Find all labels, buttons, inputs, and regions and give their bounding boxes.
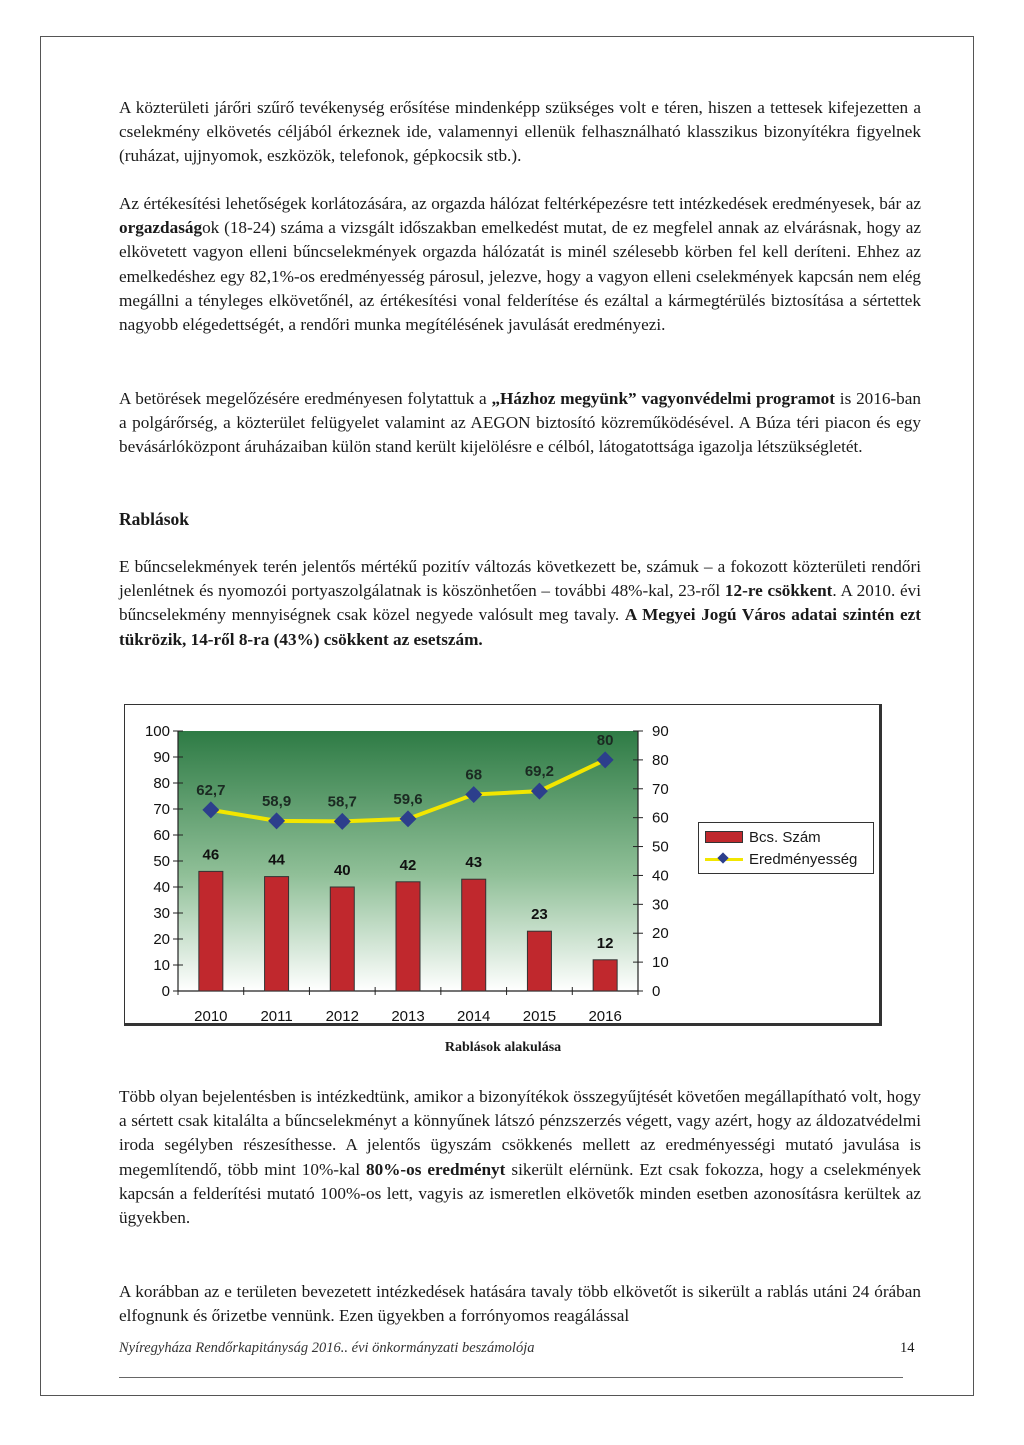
legend-bar-swatch xyxy=(705,831,743,843)
paragraph-5-text-a: Több olyan bejelentésben is intézkedtünk, amikor a bizonyítékok összegyűjtését követően megállapítható volt, hogy a sértett csak kitalálta a bűncselekményt a könnyűnek látszó pénzszerzés végett, vagy azért, hogy az áldozatvédelmi iroda segélyben részesíthesse. A jelentős ügyszám csökkenés mellett az eredményességi mutató javulása is megemlítendő, több mint 10%-kal xyxy=(119,1087,921,1179)
footer-title: Nyíregyháza Rendőrkapitányság 2016.. évi önkormányzati beszámolója xyxy=(119,1340,535,1356)
legend-line-swatch xyxy=(705,853,743,865)
right-tick-label: 40 xyxy=(652,867,669,885)
left-tick-label: 80 xyxy=(153,775,170,792)
bar-value-label: 44 xyxy=(268,851,285,869)
paragraph-4 xyxy=(119,555,921,652)
paragraph-2-text-a: Az értékesítési lehetőségek korlátozására, az orgazda hálózat feltérképezésre tett intézkedések eredményesek, bár az xyxy=(119,194,921,213)
footer-rule xyxy=(119,1377,903,1378)
paragraph-5 xyxy=(119,1085,921,1230)
left-tick-label: 100 xyxy=(144,723,170,740)
x-tick-label: 2014 xyxy=(457,1008,491,1025)
line-value-label: 62,7 xyxy=(196,781,226,799)
legend-item-bars xyxy=(705,827,821,847)
paragraph-3 xyxy=(119,387,921,460)
right-tick-label: 70 xyxy=(652,780,669,798)
line-value-label: 80 xyxy=(596,731,614,749)
paragraph-4-text-c: . A 2010. évi bűncselekmény mennyiségnek csak közel negyede valósult meg tavaly. xyxy=(119,581,921,625)
paragraph-6-text: A korábban az e területen bevezetett intézkedések hatására tavaly több elkövetőt is sikerült a rablás utáni 24 órában elfognunk és őrizetbe vennünk. Ezen ügyekben a forrónyomos reagálással xyxy=(119,1282,921,1326)
right-tick-label: 0 xyxy=(652,983,661,1000)
line-value-label: 69,2 xyxy=(524,763,555,781)
right-tick-label: 20 xyxy=(652,925,669,943)
page-number: 14 xyxy=(900,1340,915,1356)
left-tick-label: 20 xyxy=(153,931,170,948)
chart-legend xyxy=(698,822,874,874)
left-tick-label: 60 xyxy=(153,827,170,844)
bar-value-label: 43 xyxy=(465,854,483,872)
right-tick-label: 10 xyxy=(652,954,669,972)
right-tick-label: 60 xyxy=(652,809,669,827)
bar xyxy=(396,882,420,991)
bar-value-label: 12 xyxy=(596,934,614,952)
paragraph-2-text-c: ok (18-24) száma a vizsgált időszakban emelkedést mutat, de ez megfelel annak az elvárásnak, hogy az elkövetett vagyon elleni bűncselekmények orgazda hálózatát is minél szélesebb körben fel kell deríteni. Ehhez az emelkedéshez egy 82,1%-os eredményesség párosul, jelezve, hogy a vagyon elleni cselekmények kapcsán nem elég megállni a tényleges elkövetőnél, az értékesítési vonal felderítése és ezáltal a kármegtérülés biztosítása a sértettek nagyobb elégedettségét, a rendőri munka megítélésének javulását eredményezi. xyxy=(119,218,921,335)
legend-bar-label: Bcs. Szám xyxy=(749,828,821,846)
x-tick-label: 2013 xyxy=(391,1008,425,1025)
section-heading: Rablások xyxy=(119,509,190,529)
paragraph-4-bold-a: 12-re csökkent xyxy=(724,581,833,601)
left-tick-label: 90 xyxy=(153,749,170,766)
x-tick-label: 2015 xyxy=(522,1008,557,1025)
line-value-label: 58,7 xyxy=(327,793,357,811)
chart-caption: Rablások alakulása xyxy=(444,1040,562,1055)
x-tick-label: 2012 xyxy=(325,1008,359,1025)
paragraph-3-bold: „Házhoz megyünk” vagyonvédelmi programot xyxy=(491,389,835,408)
legend-line-label: Eredményesség xyxy=(749,850,858,868)
bar xyxy=(527,931,551,991)
bar xyxy=(593,960,617,991)
right-tick-label: 90 xyxy=(652,723,669,740)
paragraph-6 xyxy=(119,1280,921,1328)
bar-value-label: 40 xyxy=(333,862,351,879)
bar-value-label: 46 xyxy=(202,846,220,864)
left-tick-label: 10 xyxy=(153,957,170,974)
paragraph-5-bold: 80%-os eredményt xyxy=(366,1159,506,1179)
x-tick-label: 2016 xyxy=(588,1008,622,1025)
paragraph-2 xyxy=(119,192,921,337)
paragraph-1 xyxy=(119,96,921,169)
bar-value-label: 42 xyxy=(399,856,417,874)
paragraph-3-text-a: A betörések megelőzésére eredményesen folytattuk a xyxy=(119,389,492,408)
x-tick-label: 2010 xyxy=(194,1008,228,1025)
left-tick-label: 0 xyxy=(161,983,170,1000)
paragraph-2-bold: orgazdaság xyxy=(119,218,203,238)
paragraph-1-text: A közterületi járőri szűrő tevékenység erősítése mindenképp szükséges volt e téren, hiszen a tettesek kifejezetten a cselekmény elkövetés céljából érkeznek ide, valamennyi ellenük felhasználható klasszikus bizonyítékra figyelnek (ruházat, ujjnyomok, eszközök, telefonok, gépkocsik stb.). xyxy=(119,98,921,166)
line-value-label: 58,9 xyxy=(261,792,292,810)
line-value-label: 59,6 xyxy=(393,790,423,808)
bar-value-label: 23 xyxy=(531,906,548,924)
line-value-label: 68 xyxy=(465,766,483,784)
left-tick-label: 50 xyxy=(153,853,170,870)
right-tick-label: 80 xyxy=(652,751,669,769)
right-tick-label: 50 xyxy=(652,838,669,856)
paragraph-3-text-c: is 2016-ban a polgárőrség, a közterület felügyelet valamint az AEGON biztosító közreműködésével. A Búza téri piacon és egy bevásárlóközpont áruházaiban külön stand került kijelölésre e célból, látogatottsága igazolja létszükségletét. xyxy=(119,389,921,457)
bar xyxy=(330,887,354,991)
bar xyxy=(199,871,223,991)
left-tick-label: 30 xyxy=(153,905,170,922)
left-tick-label: 40 xyxy=(153,879,170,896)
bar xyxy=(265,877,289,991)
x-tick-label: 2011 xyxy=(260,1008,293,1025)
bar xyxy=(462,879,486,991)
legend-item-line xyxy=(705,849,857,869)
right-tick-label: 30 xyxy=(652,896,669,914)
left-tick-label: 70 xyxy=(153,801,170,818)
paragraph-5-text-c: sikerült elérnünk. Ezt csak fokozza, hogy a cselekmények kapcsán a felderítési mutató 100%-os lett, vagyis az ismeretlen elkövetők minden esetben azonosításra kerültek az ügyekben. xyxy=(119,1159,921,1228)
paragraph-4-bold-d: A Megyei Jogú Város adatai szintén ezt tükrözik, 14-ről 8-ra (43%) csökkent az esetszám. xyxy=(119,605,921,649)
paragraph-4-text-a: E bűncselekmények terén jelentős mértékű pozitív változás következett be, számuk – a fokozott közterületi rendőri jelenlétnek és nyomozói portyaszolgálatnak is köszönhetően – további 48%-kal, 23-ről xyxy=(119,557,921,601)
